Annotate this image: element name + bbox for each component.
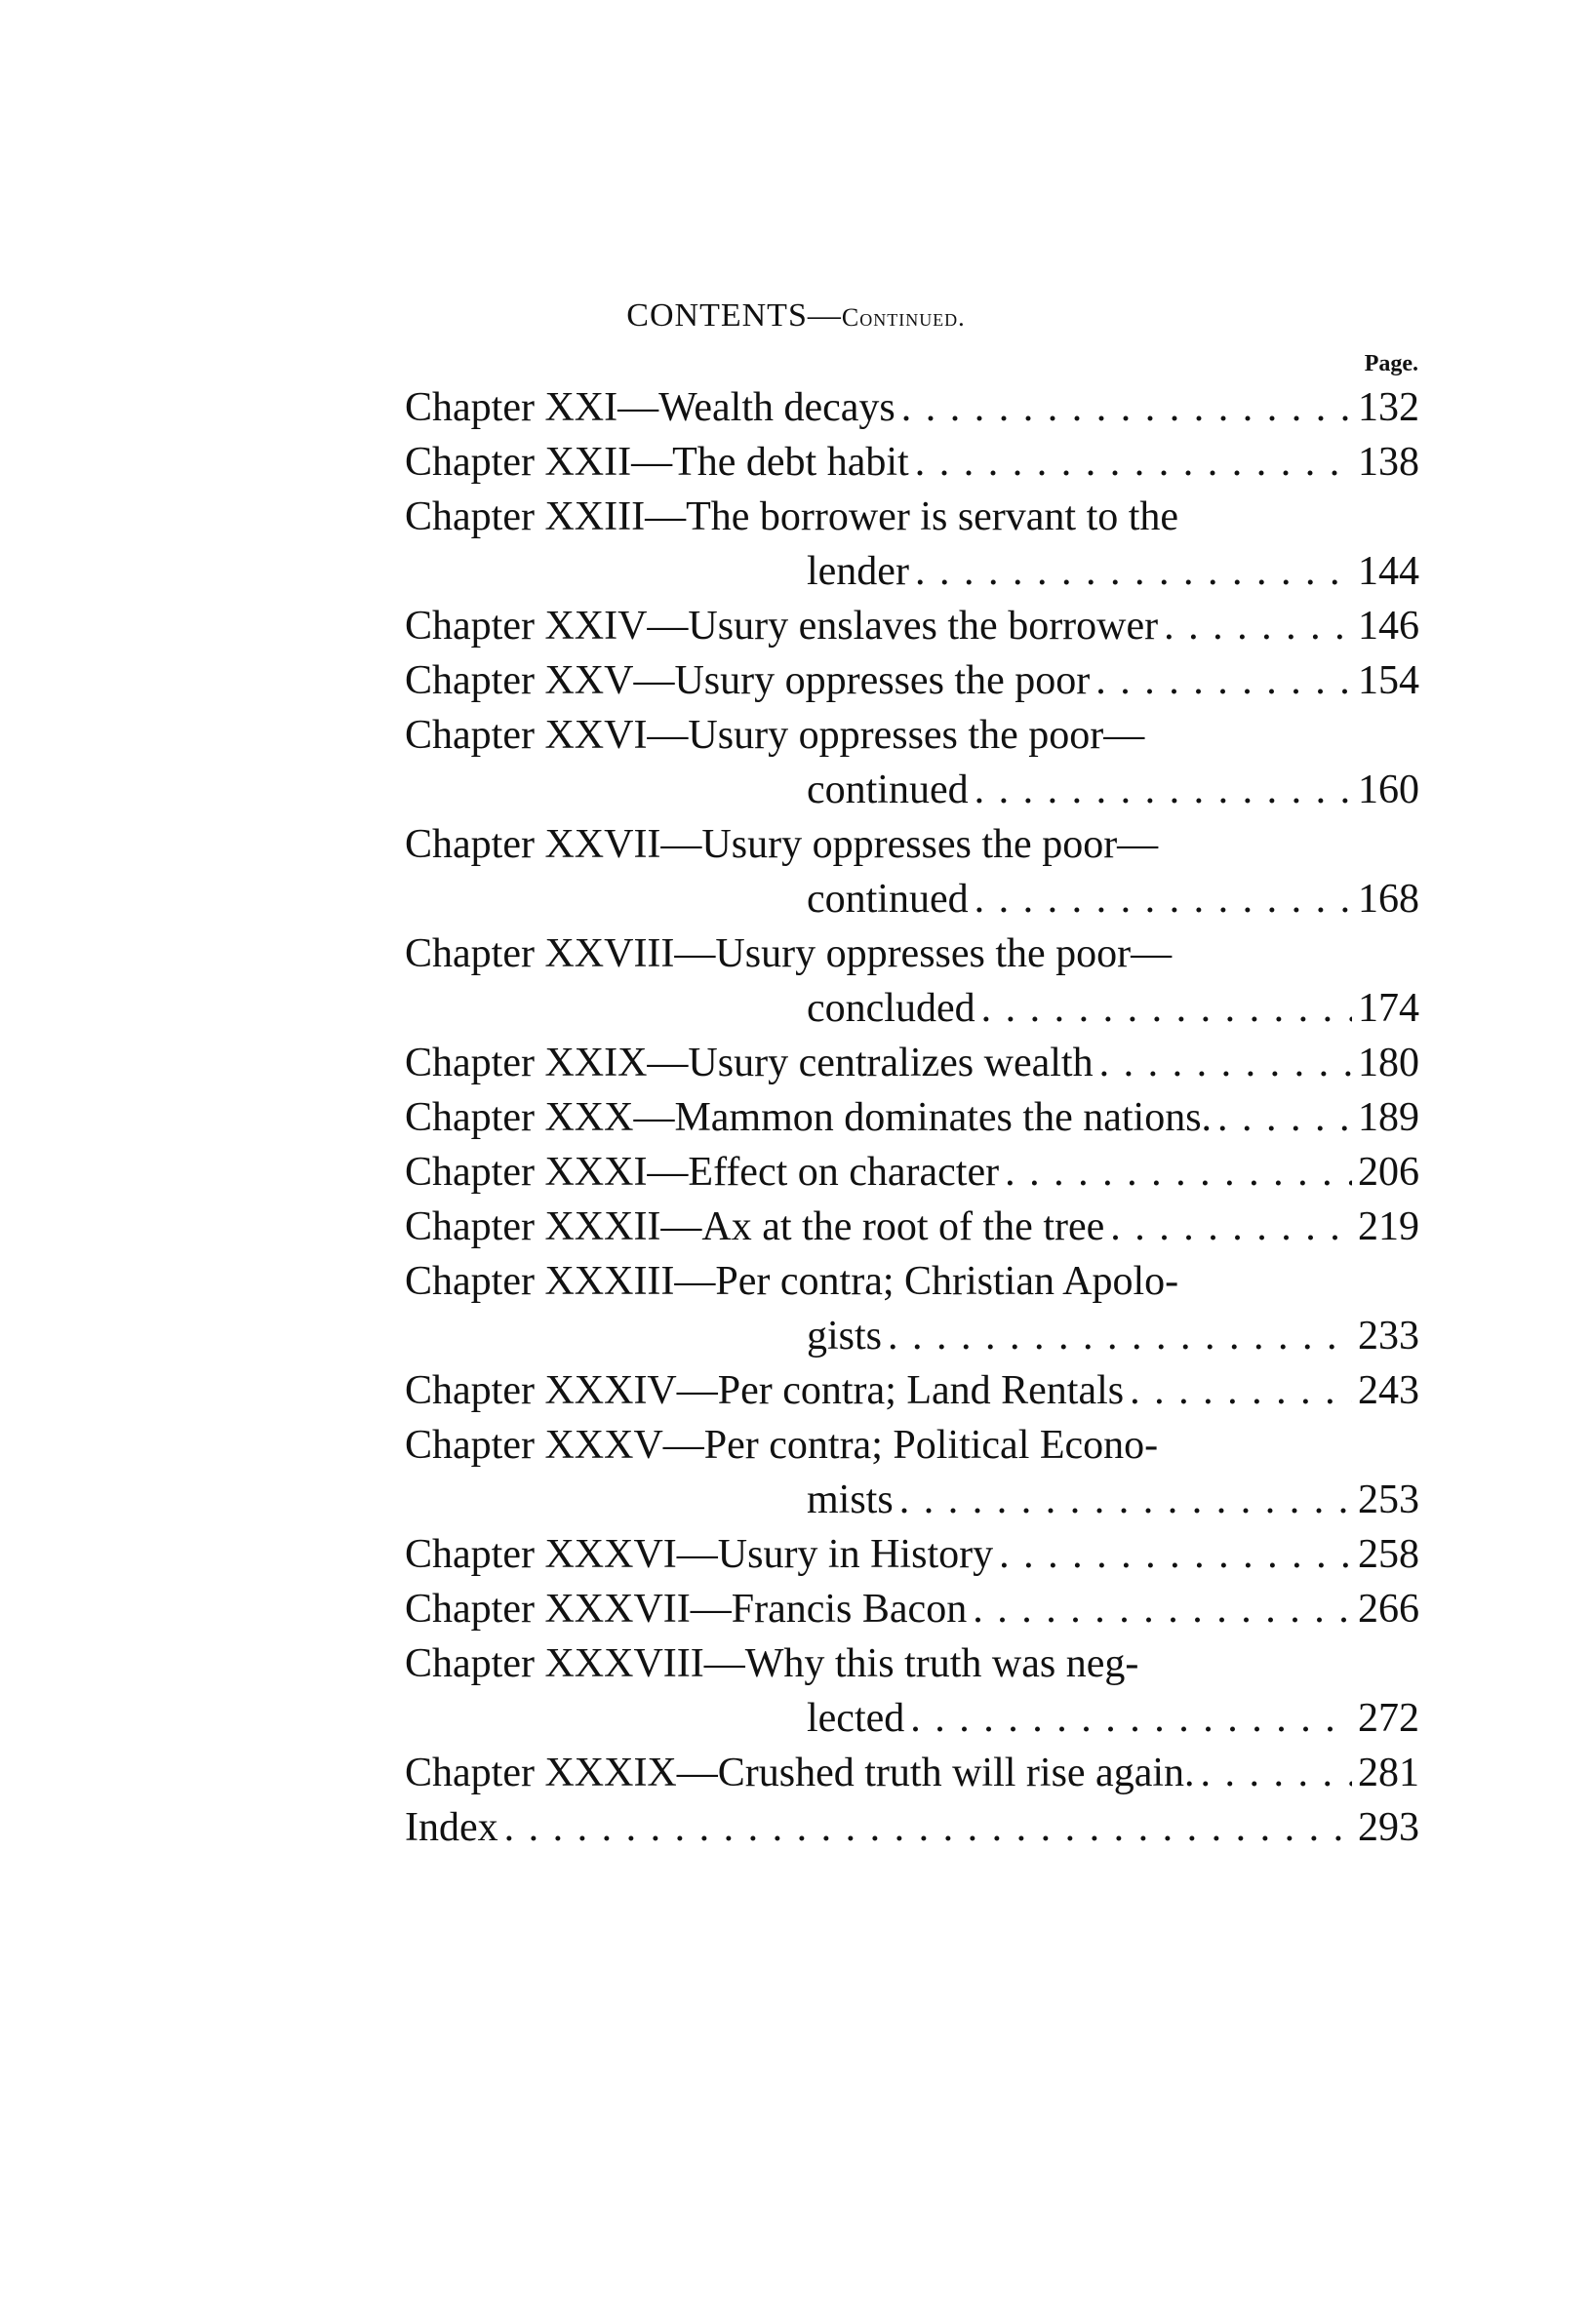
toc-entry-title-line xyxy=(405,1200,1419,1254)
leader-dots xyxy=(1095,653,1352,708)
leader-dots xyxy=(901,380,1352,435)
toc-entry-page-number: 180 xyxy=(1358,1041,1419,1085)
leader-dots xyxy=(1217,1090,1352,1145)
toc-entry xyxy=(405,817,1419,926)
toc-entry xyxy=(405,1145,1419,1200)
toc-entry-page-number: 144 xyxy=(1358,549,1419,594)
toc-entry-title-line xyxy=(405,1582,1419,1636)
toc-entry-title-line xyxy=(405,653,1419,708)
toc-entry-label: Chapter XXXI—Effect on character xyxy=(405,1150,1000,1195)
toc-entry xyxy=(405,1636,1419,1746)
toc-entry-label: Chapter XXX—Mammon dominates the nations. xyxy=(405,1095,1213,1140)
toc-entry-page-number: 272 xyxy=(1358,1696,1419,1741)
toc-entry xyxy=(405,1090,1419,1145)
contents-title: CONTENTS— xyxy=(626,297,842,334)
toc-entry-page-number: 168 xyxy=(1358,877,1419,922)
toc-entry xyxy=(405,599,1419,653)
toc-entry-page-number: 233 xyxy=(1358,1314,1419,1359)
toc-entry xyxy=(405,1527,1419,1582)
toc-entry-title-line xyxy=(405,926,1419,981)
toc-entry-title-line xyxy=(405,708,1419,763)
leader-dots xyxy=(888,1309,1352,1363)
toc-entry-title-line xyxy=(405,435,1419,490)
toc-entry-title-line xyxy=(405,817,1419,872)
toc-entry xyxy=(405,1418,1419,1527)
toc-entry xyxy=(405,1363,1419,1418)
toc-entry-page-number: 266 xyxy=(1358,1587,1419,1632)
toc-entry-title-line xyxy=(405,1418,1419,1473)
toc-entry xyxy=(405,380,1419,435)
toc-entry-label: Chapter XXIV—Usury enslaves the borrower xyxy=(405,604,1159,649)
toc-entry-label: Chapter XXIX—Usury centralizes wealth xyxy=(405,1041,1094,1085)
toc-entry xyxy=(405,1254,1419,1363)
toc-entry-label: gists xyxy=(807,1314,883,1359)
toc-entry-label: Chapter XXVII—Usury oppresses the poor— xyxy=(405,822,1159,867)
toc-entry-label: Chapter XXII—The debt habit xyxy=(405,440,909,485)
toc-entry-title-line xyxy=(405,490,1419,544)
toc-entry-label: Chapter XXXIV—Per contra; Land Rentals xyxy=(405,1368,1125,1413)
toc-entry-page-number: 258 xyxy=(1358,1532,1419,1577)
toc-entry-label: lected xyxy=(807,1696,905,1741)
leader-dots xyxy=(1201,1746,1352,1800)
leader-dots xyxy=(915,435,1352,490)
leader-dots xyxy=(1110,1200,1352,1254)
table-of-contents xyxy=(405,380,1419,1855)
toc-entry-page-number: 206 xyxy=(1358,1150,1419,1195)
toc-entry-continuation-line xyxy=(405,1473,1419,1527)
toc-entry-continuation-line xyxy=(405,544,1419,599)
page-column-label: Page. xyxy=(1364,351,1418,376)
leader-dots xyxy=(975,763,1352,817)
toc-entry-label: Chapter XXXVII—Francis Bacon xyxy=(405,1587,968,1632)
toc-entry xyxy=(405,1582,1419,1636)
toc-entry-page-number: 138 xyxy=(1358,440,1419,485)
toc-entry xyxy=(405,435,1419,490)
toc-entry-page-number: 253 xyxy=(1358,1477,1419,1522)
leader-dots xyxy=(999,1527,1352,1582)
toc-entry-label: Chapter XXXVIII—Why this truth was neg- xyxy=(405,1641,1139,1686)
toc-entry-continuation-line xyxy=(405,763,1419,817)
toc-entry-title-line xyxy=(405,1090,1419,1145)
toc-entry xyxy=(405,1746,1419,1800)
toc-entry-label: continued xyxy=(807,877,969,922)
toc-entry xyxy=(405,490,1419,599)
toc-entry-title-line xyxy=(405,1746,1419,1800)
toc-entry-title-line xyxy=(405,1800,1419,1855)
toc-entry-label: Chapter XXVIII—Usury oppresses the poor— xyxy=(405,931,1173,976)
toc-entry-title-line xyxy=(405,1363,1419,1418)
leader-dots xyxy=(910,1691,1352,1746)
leader-dots xyxy=(1005,1145,1352,1200)
toc-entry xyxy=(405,1800,1419,1855)
toc-entry-label: Chapter XXXV—Per contra; Political Econo- xyxy=(405,1423,1159,1468)
toc-entry-title-line xyxy=(405,1527,1419,1582)
toc-entry-continuation-line xyxy=(405,1691,1419,1746)
toc-entry-page-number: 132 xyxy=(1358,385,1419,430)
toc-entry-title-line xyxy=(405,1036,1419,1090)
toc-entry-label: Index xyxy=(405,1805,498,1850)
leader-dots xyxy=(915,544,1352,599)
toc-entry-title-line xyxy=(405,1254,1419,1309)
toc-entry-page-number: 189 xyxy=(1358,1095,1419,1140)
toc-entry-label: Chapter XXVI—Usury oppresses the poor— xyxy=(405,713,1145,758)
toc-entry-title-line xyxy=(405,599,1419,653)
toc-entry xyxy=(405,653,1419,708)
toc-entry-continuation-line xyxy=(405,1309,1419,1363)
toc-entry-label: Chapter XXXVI—Usury in History xyxy=(405,1532,994,1577)
toc-entry-continuation-line xyxy=(405,872,1419,926)
toc-entry-page-number: 154 xyxy=(1358,658,1419,703)
toc-entry-label: Chapter XXXIX—Crushed truth will rise again. xyxy=(405,1751,1195,1795)
leader-dots xyxy=(973,1582,1352,1636)
toc-entry-label: lender xyxy=(807,549,909,594)
toc-entry-label: Chapter XXXIII—Per contra; Christian Apolo- xyxy=(405,1259,1179,1304)
toc-entry-label: continued xyxy=(807,768,969,812)
toc-entry-label: Chapter XXXII—Ax at the root of the tree xyxy=(405,1204,1105,1249)
leader-dots xyxy=(1130,1363,1352,1418)
toc-entry xyxy=(405,708,1419,817)
toc-entry-label: mists xyxy=(807,1477,894,1522)
toc-entry-page-number: 243 xyxy=(1358,1368,1419,1413)
toc-entry-page-number: 160 xyxy=(1358,768,1419,812)
leader-dots xyxy=(1099,1036,1352,1090)
toc-entry xyxy=(405,1200,1419,1254)
toc-entry-page-number: 174 xyxy=(1358,986,1419,1031)
toc-entry-label: Chapter XXIII—The borrower is servant to the xyxy=(405,494,1179,539)
contents-continued: Continued. xyxy=(841,303,966,332)
leader-dots xyxy=(1164,599,1352,653)
toc-entry-label: Chapter XXV—Usury oppresses the poor xyxy=(405,658,1091,703)
toc-entry-title-line xyxy=(405,380,1419,435)
toc-entry-page-number: 293 xyxy=(1358,1805,1419,1850)
toc-entry xyxy=(405,926,1419,1036)
toc-entry-title-line xyxy=(405,1636,1419,1691)
toc-entry-title-line xyxy=(405,1145,1419,1200)
toc-entry-page-number: 146 xyxy=(1358,604,1419,649)
toc-entry-continuation-line xyxy=(405,981,1419,1036)
toc-entry-page-number: 281 xyxy=(1358,1751,1419,1795)
toc-entry-page-number: 219 xyxy=(1358,1204,1419,1249)
toc-entry-label: concluded xyxy=(807,986,975,1031)
toc-entry xyxy=(405,1036,1419,1090)
leader-dots xyxy=(899,1473,1352,1527)
leader-dots xyxy=(975,872,1352,926)
contents-heading xyxy=(0,297,1592,335)
leader-dots xyxy=(981,981,1352,1036)
leader-dots xyxy=(504,1800,1352,1855)
toc-entry-label: Chapter XXI—Wealth decays xyxy=(405,385,896,430)
